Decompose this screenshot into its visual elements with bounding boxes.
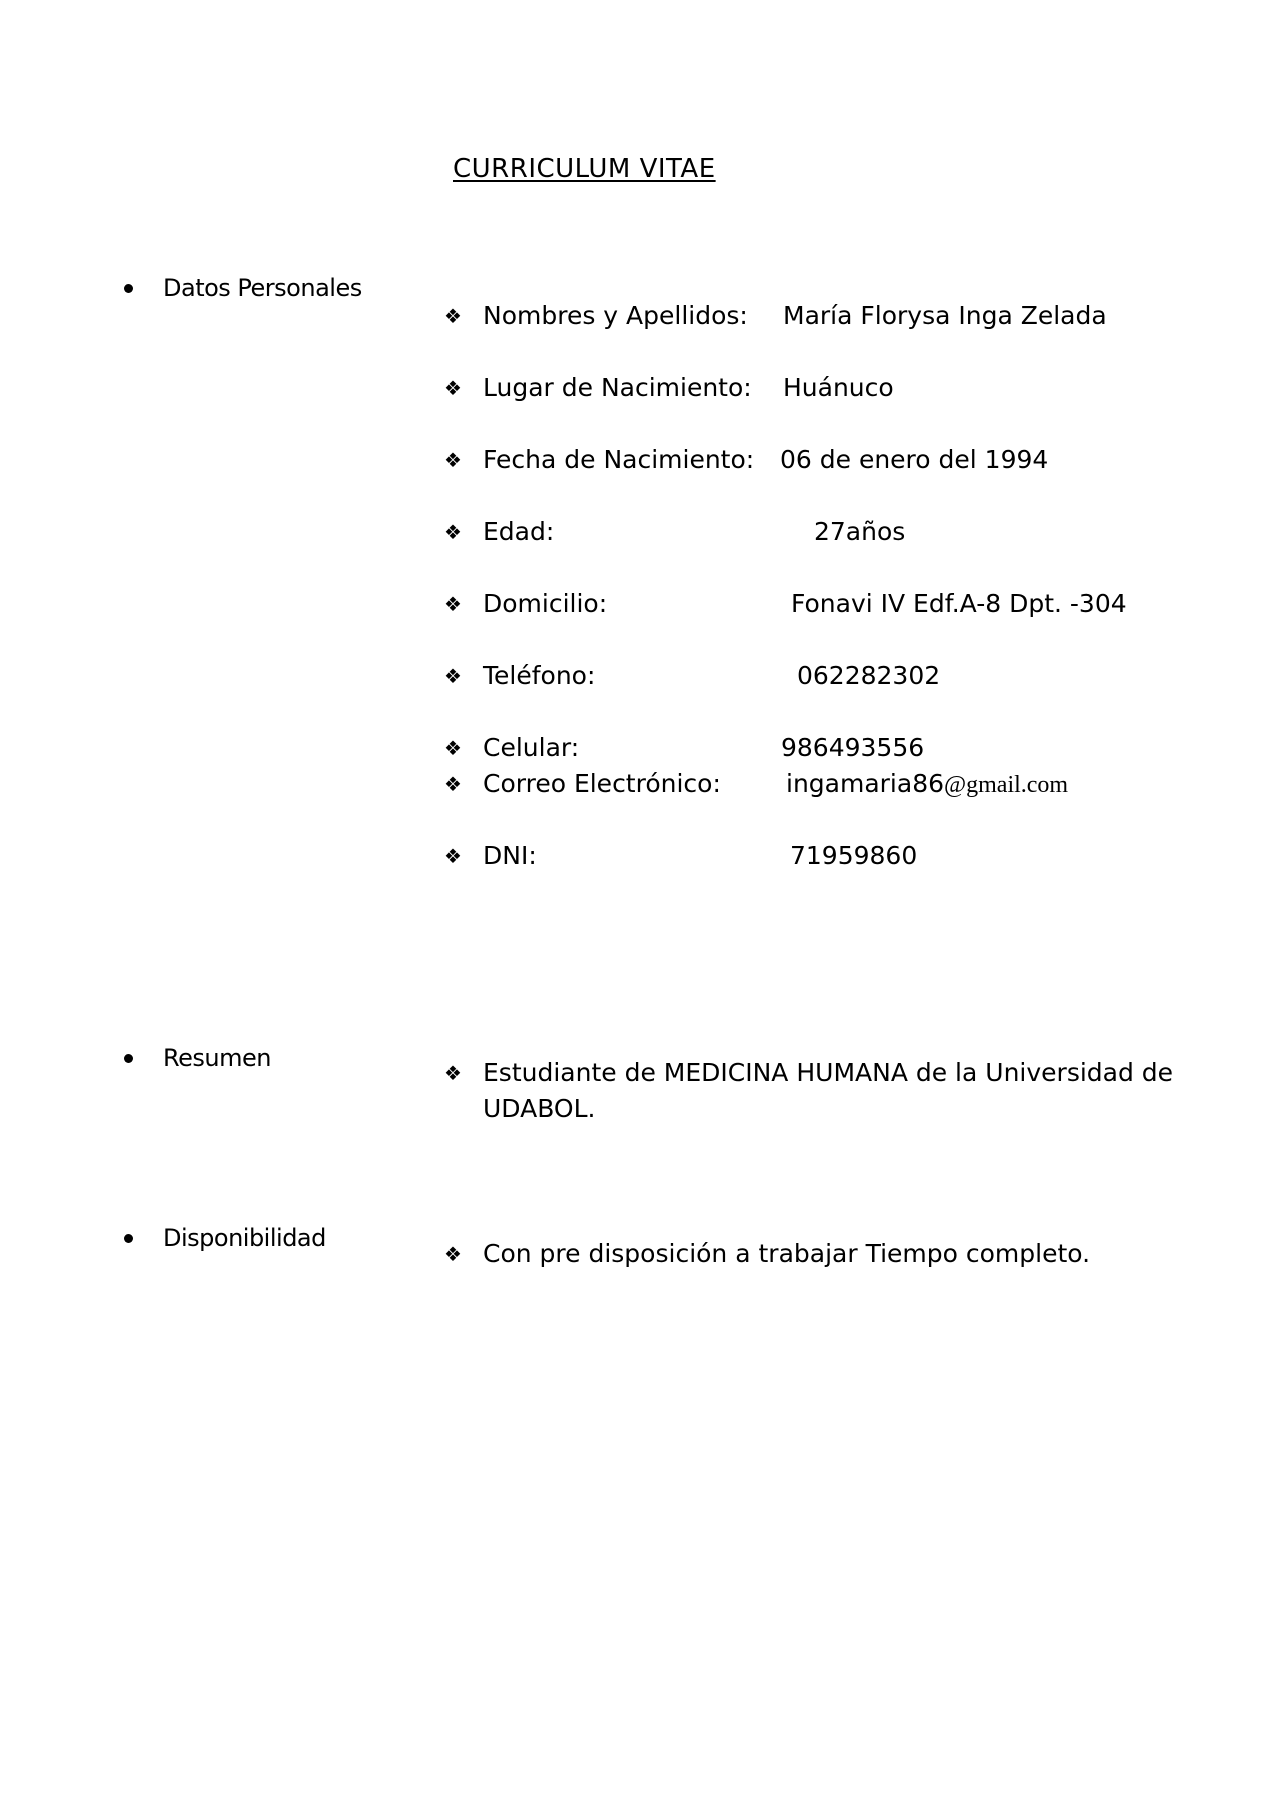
section-summary (124, 1044, 271, 1072)
email-value (786, 767, 1068, 802)
field-label: DNI: (483, 841, 537, 870)
section-label: Resumen (163, 1044, 271, 1072)
field-value: 27años (814, 517, 906, 546)
field-value: Huánuco (783, 373, 894, 402)
field-value: 062282302 (797, 661, 941, 690)
bullet-icon (124, 284, 133, 293)
field-value: María Florysa Inga Zelada (783, 301, 1107, 330)
section-personal-data (124, 274, 362, 302)
diamond-bullet-icon: ❖ (444, 520, 462, 544)
diamond-bullet-icon: ❖ (444, 376, 462, 400)
field-label: Fecha de Nacimiento: (483, 445, 755, 474)
diamond-bullet-icon: ❖ (444, 736, 462, 760)
diamond-bullet-icon: ❖ (444, 1061, 462, 1085)
summary-text: Estudiante de MEDICINA HUMANA de la Universidad de UDABOL. (483, 1058, 1174, 1123)
availability-text: Con pre disposición a trabajar Tiempo completo. (483, 1239, 1091, 1268)
email-domain: @gmail.com (944, 772, 1069, 798)
field-label: Edad: (483, 517, 555, 546)
section-label: Disponibilidad (163, 1224, 326, 1252)
diamond-bullet-icon: ❖ (444, 772, 462, 796)
section-label: Datos Personales (163, 274, 362, 302)
field-label: Domicilio: (483, 589, 608, 618)
diamond-bullet-icon: ❖ (444, 592, 462, 616)
diamond-bullet-icon: ❖ (444, 844, 462, 868)
diamond-bullet-icon: ❖ (444, 304, 462, 328)
diamond-bullet-icon: ❖ (444, 664, 462, 688)
document-title: CURRICULUM VITAE (453, 154, 716, 184)
field-label: Nombres y Apellidos: (483, 301, 748, 330)
diamond-bullet-icon: ❖ (444, 448, 462, 472)
field-value: 71959860 (790, 841, 918, 870)
field-label: Celular: (483, 733, 580, 762)
bullet-icon (124, 1234, 133, 1243)
diamond-bullet-icon: ❖ (444, 1242, 462, 1266)
field-value: 06 de enero del 1994 (780, 445, 1049, 474)
field-label: Correo Electrónico: (483, 769, 721, 798)
field-label: Teléfono: (483, 661, 596, 690)
section-availability (124, 1224, 326, 1252)
bullet-icon (124, 1054, 133, 1063)
field-value: 986493556 (781, 733, 925, 762)
email-user: ingamaria86 (786, 769, 945, 798)
field-label: Lugar de Nacimiento: (483, 373, 752, 402)
field-value: Fonavi IV Edf.A-8 Dpt. -304 (791, 589, 1127, 618)
